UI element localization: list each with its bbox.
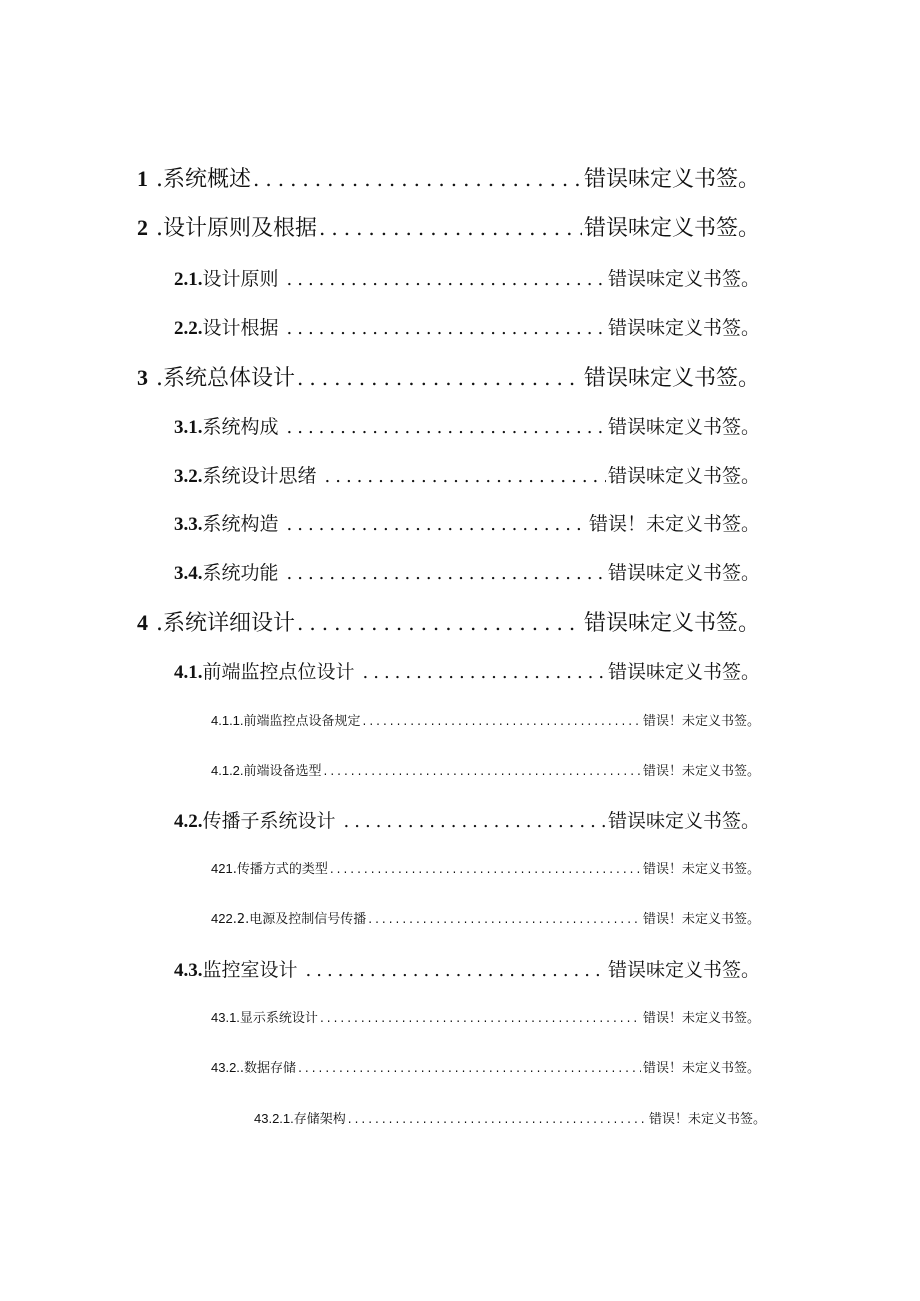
toc-page-ref: 错误！未定义书签。 [642,1011,760,1026]
toc-entry-number: 422 [211,911,233,926]
toc-entry[interactable] [174,461,760,488]
toc-entry-number: 4.1.1. [211,713,244,728]
toc-entry-title: 设计根据 [202,317,279,339]
toc-entry-title: 前端监控点位设计 [202,661,355,683]
toc-page-ref: 错误味定义书签。 [583,366,760,391]
toc-entry-number: 421 [211,861,233,876]
toc-entry-title: 前端设备选型 [243,764,322,779]
toc-leader-dots [325,466,606,487]
toc-entry-title: 监控室设计 [202,959,298,981]
toc-entry-title: .数据存储 [239,1061,297,1076]
toc-entry-number: 1 [137,166,156,191]
toc-leader-dots [330,862,641,876]
toc-page-ref: 错误！未定义书签。 [648,1112,766,1127]
toc-entry-number: 2 [137,215,156,240]
toc-page-ref: 错误味定义书签。 [607,562,760,584]
toc-entry[interactable] [211,1057,760,1076]
toc-entry-number: 43.2.1. [254,1111,294,1126]
toc-leader-dots [297,611,582,635]
toc-leader-dots [319,216,582,240]
toc-page-ref: 错误味定义书签。 [607,810,760,832]
toc-entry[interactable] [211,760,760,779]
toc-entry-number: 4.3. [174,960,203,981]
toc-entry-title: .传播方式的类型 [232,862,328,877]
toc-entry[interactable] [174,558,760,585]
toc-leader-dots [344,811,606,832]
toc-leader-dots [298,1061,641,1075]
toc-leader-dots [287,269,606,290]
toc-page-ref: 错误！未定义书签。 [642,714,760,729]
toc-entry[interactable] [211,1007,760,1026]
toc-entry-title: .设计原则及根据 [156,216,317,241]
toc-entry[interactable] [174,806,760,833]
toc-entry[interactable] [137,211,760,242]
toc-page-ref: 错误味定义书签。 [607,317,760,339]
toc-page-ref: 错误味定义书签。 [583,216,760,241]
toc-page-ref: 错误味定义书签。 [607,268,760,290]
toc-entry-number: 4.1. [174,662,203,683]
toc-entry-title: 系统构造 [202,513,279,535]
toc-entry-title: .系统详细设计 [156,611,295,636]
toc-entry-title: 系统功能 [202,562,279,584]
toc-entry[interactable] [174,412,760,439]
toc-page-ref: 错误味定义书签。 [607,416,760,438]
toc-entry[interactable] [174,509,760,536]
toc-page-ref: 错误味定义书签。 [607,661,760,683]
toc-leader-dots [287,563,606,584]
toc-entry-title: 设计原则 [202,268,279,290]
toc-leader-dots [363,662,606,683]
toc-entry[interactable] [254,1108,766,1127]
toc-entry-number: 43.1. [211,1010,240,1025]
toc-entry-number: 3.2. [174,466,203,487]
toc-entry[interactable] [137,162,760,193]
toc-page-ref: 错误味定义书签。 [607,959,760,981]
toc-entry-number: 2.2. [174,318,203,339]
toc-entry-title: 显示系统设计 [239,1011,318,1026]
toc-leader-dots [287,417,606,438]
toc-entry-title: .2.电源及控制信号传播 [232,912,367,927]
toc-entry[interactable] [174,657,760,684]
toc-leader-dots [287,514,587,535]
toc-entry-number: 2.1. [174,269,203,290]
toc-entry-title: 存储架构 [293,1112,346,1127]
toc-entry-title: 前端监控点设备规定 [243,714,361,729]
toc-entry[interactable] [174,313,760,340]
toc-leader-dots [320,1011,641,1025]
toc-leader-dots [287,318,606,339]
toc-entry[interactable] [174,264,760,291]
toc-leader-dots [348,1112,647,1126]
toc-leader-dots [368,912,641,926]
toc-entry-title: .系统概述 [156,167,251,192]
toc-entry-number: 4.1.2. [211,763,244,778]
toc-entry-number: 4.2. [174,811,203,832]
toc-entry[interactable] [211,858,760,877]
toc-entry[interactable] [211,908,760,927]
toc-entry-number: 3.3. [174,514,203,535]
toc-entry-title: .系统总体设计 [156,366,295,391]
toc-entry[interactable] [137,361,760,392]
toc-leader-dots [253,167,582,191]
toc-entry[interactable] [137,606,760,637]
toc-entry[interactable] [211,710,760,729]
toc-leader-dots [324,764,641,778]
toc-entry-number: 43.2. [211,1060,240,1075]
toc-entry-number: 3.4. [174,563,203,584]
toc-entry[interactable] [174,955,760,982]
toc-page-ref: 错误！未定义书签。 [588,513,760,535]
toc-leader-dots [363,714,641,728]
toc-page-ref: 错误味定义书签。 [583,167,760,192]
toc-page-ref: 错误味定义书签。 [607,465,760,487]
toc-page-ref: 错误！未定义书签。 [642,912,760,927]
toc-entry-number: 4 [137,610,156,635]
toc-entry-title: 传播子系统设计 [202,810,336,832]
toc-page-ref: 错误味定义书签。 [583,611,760,636]
toc-leader-dots [306,960,606,981]
toc-page-ref: 错误！未定义书签。 [642,764,760,779]
toc-entry-title: 系统设计思绪 [202,465,317,487]
toc-entry-title: 系统构成 [202,416,279,438]
toc-page-ref: 错误！未定义书签。 [642,1061,760,1076]
toc-entry-number: 3 [137,365,156,390]
toc-entry-number: 3.1. [174,417,203,438]
toc-leader-dots [297,366,582,390]
toc-page-ref: 错误！未定义书签。 [642,862,760,877]
